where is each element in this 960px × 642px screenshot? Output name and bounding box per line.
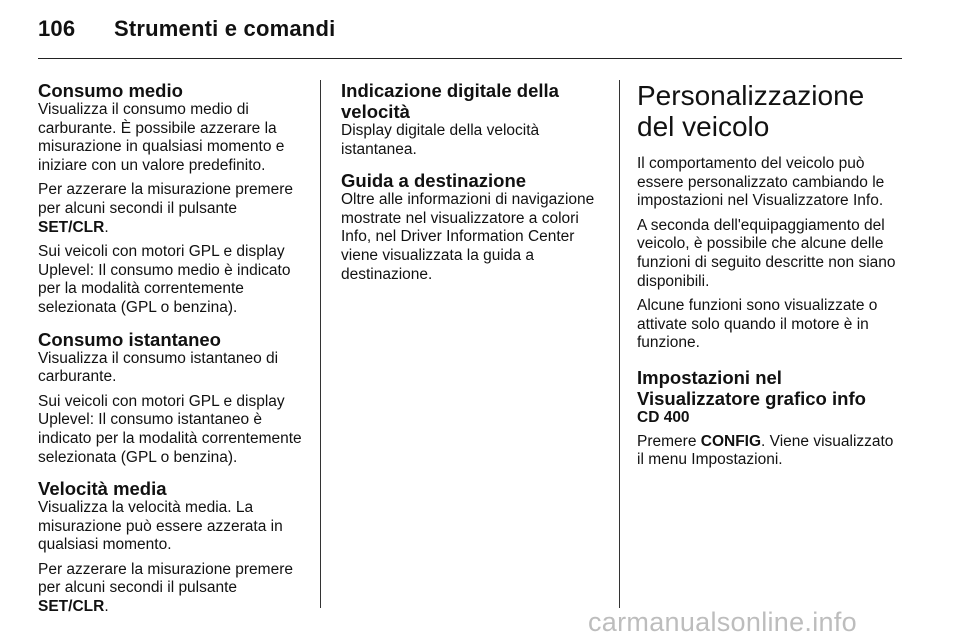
button-label-config: CONFIG — [700, 432, 762, 450]
page-number: 106 — [38, 16, 76, 41]
page-header — [38, 16, 335, 42]
column-2 — [341, 80, 605, 295]
column-1 — [38, 80, 302, 628]
chapter-heading: Personalizzazione del veicolo — [637, 80, 865, 142]
paragraph: Alcune funzioni sono visualizzate o attivate solo quando il motore è in funzione. — [637, 297, 878, 352]
text: Per azzerare la misurazione premere per alcuni secondi il pulsante — [38, 560, 293, 597]
section-heading: Guida a destinazione — [341, 170, 527, 192]
section-impostazioni — [637, 367, 903, 470]
section-indicazione-digitale — [341, 80, 605, 159]
paragraph: Display digitale della velocità istantanea. — [341, 122, 540, 158]
text: . — [104, 598, 109, 616]
paragraph: Il comportamento del veicolo può essere personalizzato cambiando le impostazioni nel Visualizzatore Info. — [637, 155, 885, 210]
watermark: carmanualsonline.info — [588, 607, 857, 637]
header-rule — [38, 58, 902, 59]
column-divider-2 — [619, 80, 620, 608]
subheading: CD 400 — [637, 408, 690, 426]
paragraph: Visualizza il consumo medio di carburante. È possibile azzerare la misurazione in qualsiasi momento e iniziare con un valore predefinito. — [38, 101, 285, 174]
column-divider-1 — [320, 80, 321, 608]
paragraph: Visualizza il consumo istantaneo di carburante. — [38, 349, 279, 386]
page-title: Strumenti e comandi — [114, 16, 336, 41]
text: . Viene visualizzato il menu Impostazioni. — [637, 432, 894, 469]
section-heading: Velocità media — [38, 478, 167, 500]
paragraph — [38, 561, 302, 617]
text: . — [104, 218, 109, 236]
paragraph — [38, 181, 302, 237]
section-heading: Consumo istantaneo — [38, 328, 221, 350]
section-heading: Consumo medio — [38, 80, 183, 101]
section-consumo-medio — [38, 80, 302, 318]
paragraph: Visualizza la velocità media. La misurazione può essere azzerata in qualsiasi momento. — [38, 499, 283, 554]
section-heading: Indicazione digitale della velocità — [341, 80, 559, 122]
section-velocita-media — [38, 478, 302, 617]
section-heading: Impostazioni nel Visualizzatore grafico info — [637, 366, 866, 409]
section-consumo-istantaneo — [38, 329, 302, 468]
paragraph: Sui veicoli con motori GPL e display Uplevel: Il consumo medio è indicato per la modalità correntemente selezionata (GPL o benzina). — [38, 243, 291, 316]
paragraph: Sui veicoli con motori GPL e display Uplevel: Il consumo istantaneo è indicato per la modalità correntemente selezionata (GPL o benzina). — [38, 392, 302, 466]
paragraph: A seconda dell'equipaggiamento del veicolo, è possibile che alcune delle funzioni di seguito descritte non siano disponibili. — [637, 216, 896, 290]
section-guida-destinazione — [341, 170, 605, 284]
button-label-set-clr: SET/CLR — [38, 218, 105, 236]
paragraph — [637, 433, 903, 470]
text: Premere — [637, 432, 701, 450]
paragraph: Oltre alle informazioni di navigazione mostrate nel visualizzatore a colori Info, nel Driver Information Center viene visualizzata la guida a destinazione. — [341, 191, 595, 283]
text: Per azzerare la misurazione premere per alcuni secondi il pulsante — [38, 181, 293, 217]
column-3 — [637, 80, 903, 481]
button-label-set-clr: SET/CLR — [38, 598, 105, 616]
